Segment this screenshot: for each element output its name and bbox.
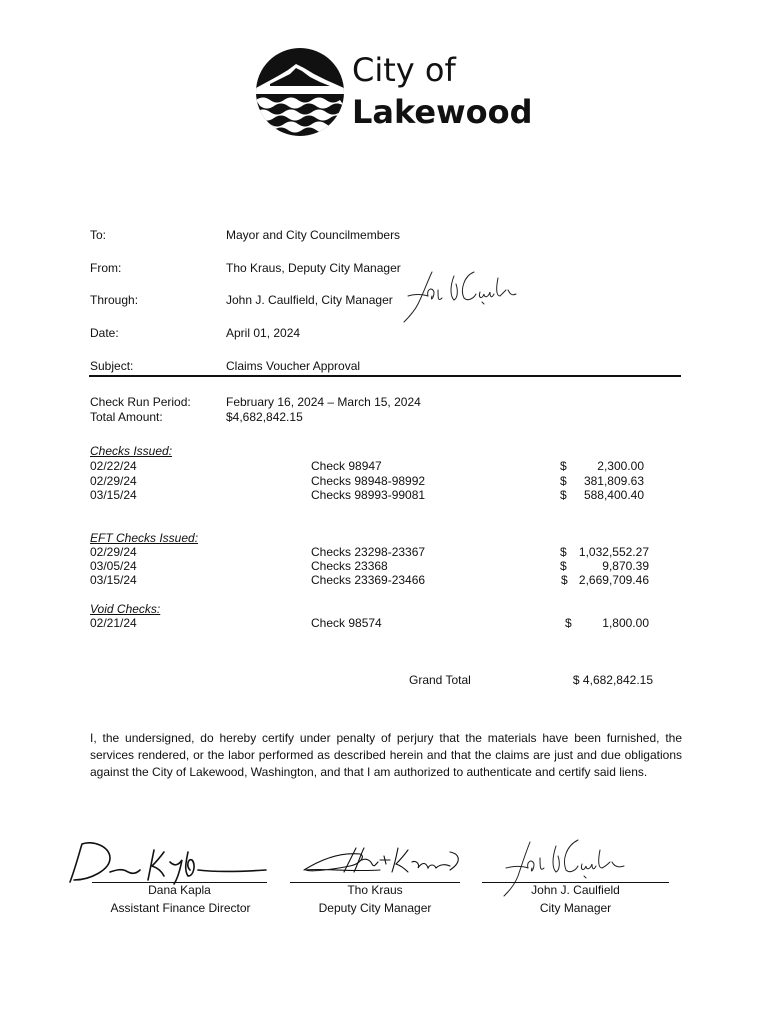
- to-value: Mayor and City Councilmembers: [226, 228, 401, 242]
- subject-value: Claims Voucher Approval: [226, 359, 361, 373]
- date-label: Date:: [90, 326, 119, 340]
- from-label: From:: [90, 261, 122, 275]
- row-currency: $: [565, 616, 572, 630]
- date-value: April 01, 2024: [226, 326, 301, 340]
- kapla-signature: [66, 836, 272, 886]
- row-date: 03/15/24: [90, 573, 137, 587]
- section-title: EFT Checks Issued:: [90, 531, 199, 545]
- row-desc: Check 98947: [311, 459, 382, 473]
- through-label: Through:: [90, 293, 139, 307]
- logo-line-city-of: City of: [352, 51, 456, 89]
- row-desc: Checks 23298-23367: [311, 545, 426, 559]
- row-currency: $: [560, 474, 567, 488]
- row-amount: 9,870.39: [602, 559, 649, 573]
- row-amount: 1,032,552.27: [578, 545, 649, 559]
- caulfield-signature-header: [398, 266, 522, 324]
- row-currency: $: [561, 573, 568, 587]
- row-currency: $: [560, 559, 567, 573]
- row-desc: Check 98574: [311, 616, 382, 630]
- subject-label: Subject:: [90, 359, 134, 373]
- row-amount: 381,809.63: [583, 474, 644, 488]
- period-value: February 16, 2024 – March 15, 2024: [226, 395, 421, 409]
- row-desc: Checks 98948-98992: [311, 474, 426, 488]
- mountain-water-emblem-icon: [256, 46, 344, 138]
- row-currency: $: [560, 545, 567, 559]
- certification-paragraph: I, the undersigned, do hereby certify under penalty of perjury that the materials have been furnished, the services rendered, or the labor performed as described herein and that the claims are just and due obligations against the City of Lakewood, Washington, and that I am authorized to authenticate and certify said liens.: [90, 731, 682, 779]
- header-divider: [89, 375, 681, 377]
- total-amount-value: $4,682,842.15: [226, 410, 303, 424]
- row-amount: 1,800.00: [602, 616, 649, 630]
- row-currency: $: [560, 459, 567, 473]
- logo-line-lakewood: Lakewood: [352, 93, 533, 131]
- through-value: John J. Caulfield, City Manager: [226, 293, 393, 307]
- row-date: 02/21/24: [90, 616, 137, 630]
- signatory-title: City Manager: [539, 901, 612, 915]
- total-amount-label: Total Amount:: [90, 410, 163, 424]
- row-desc: Checks 23368: [311, 559, 388, 573]
- row-desc: Checks 23369-23466: [311, 573, 426, 587]
- row-date: 02/22/24: [90, 459, 137, 473]
- row-currency: $: [560, 488, 567, 502]
- grand-total-label: Grand Total: [409, 673, 471, 687]
- section-title: Checks Issued:: [90, 444, 173, 458]
- grand-total-value: $ 4,682,842.15: [572, 673, 653, 687]
- kraus-signature: [300, 842, 464, 880]
- signatory-title: Deputy City Manager: [318, 901, 432, 915]
- signatory-title: Assistant Finance Director: [110, 901, 251, 915]
- period-label: Check Run Period:: [90, 395, 191, 409]
- row-date: 02/29/24: [90, 474, 137, 488]
- signatory-name: Dana Kapla: [148, 883, 211, 897]
- section-title: Void Checks:: [90, 602, 161, 616]
- row-date: 03/05/24: [90, 559, 137, 573]
- row-amount: 2,669,709.46: [578, 573, 649, 587]
- signatory-name: John J. Caulfield: [531, 883, 620, 897]
- row-amount: 588,400.40: [583, 488, 644, 502]
- row-date: 02/29/24: [90, 545, 137, 559]
- row-date: 03/15/24: [90, 488, 137, 502]
- row-desc: Checks 98993-99081: [311, 488, 426, 502]
- signatory-name: Tho Kraus: [347, 883, 403, 897]
- row-amount: 2,300.00: [597, 459, 644, 473]
- to-label: To:: [90, 228, 107, 242]
- from-value: Tho Kraus, Deputy City Manager: [226, 261, 401, 275]
